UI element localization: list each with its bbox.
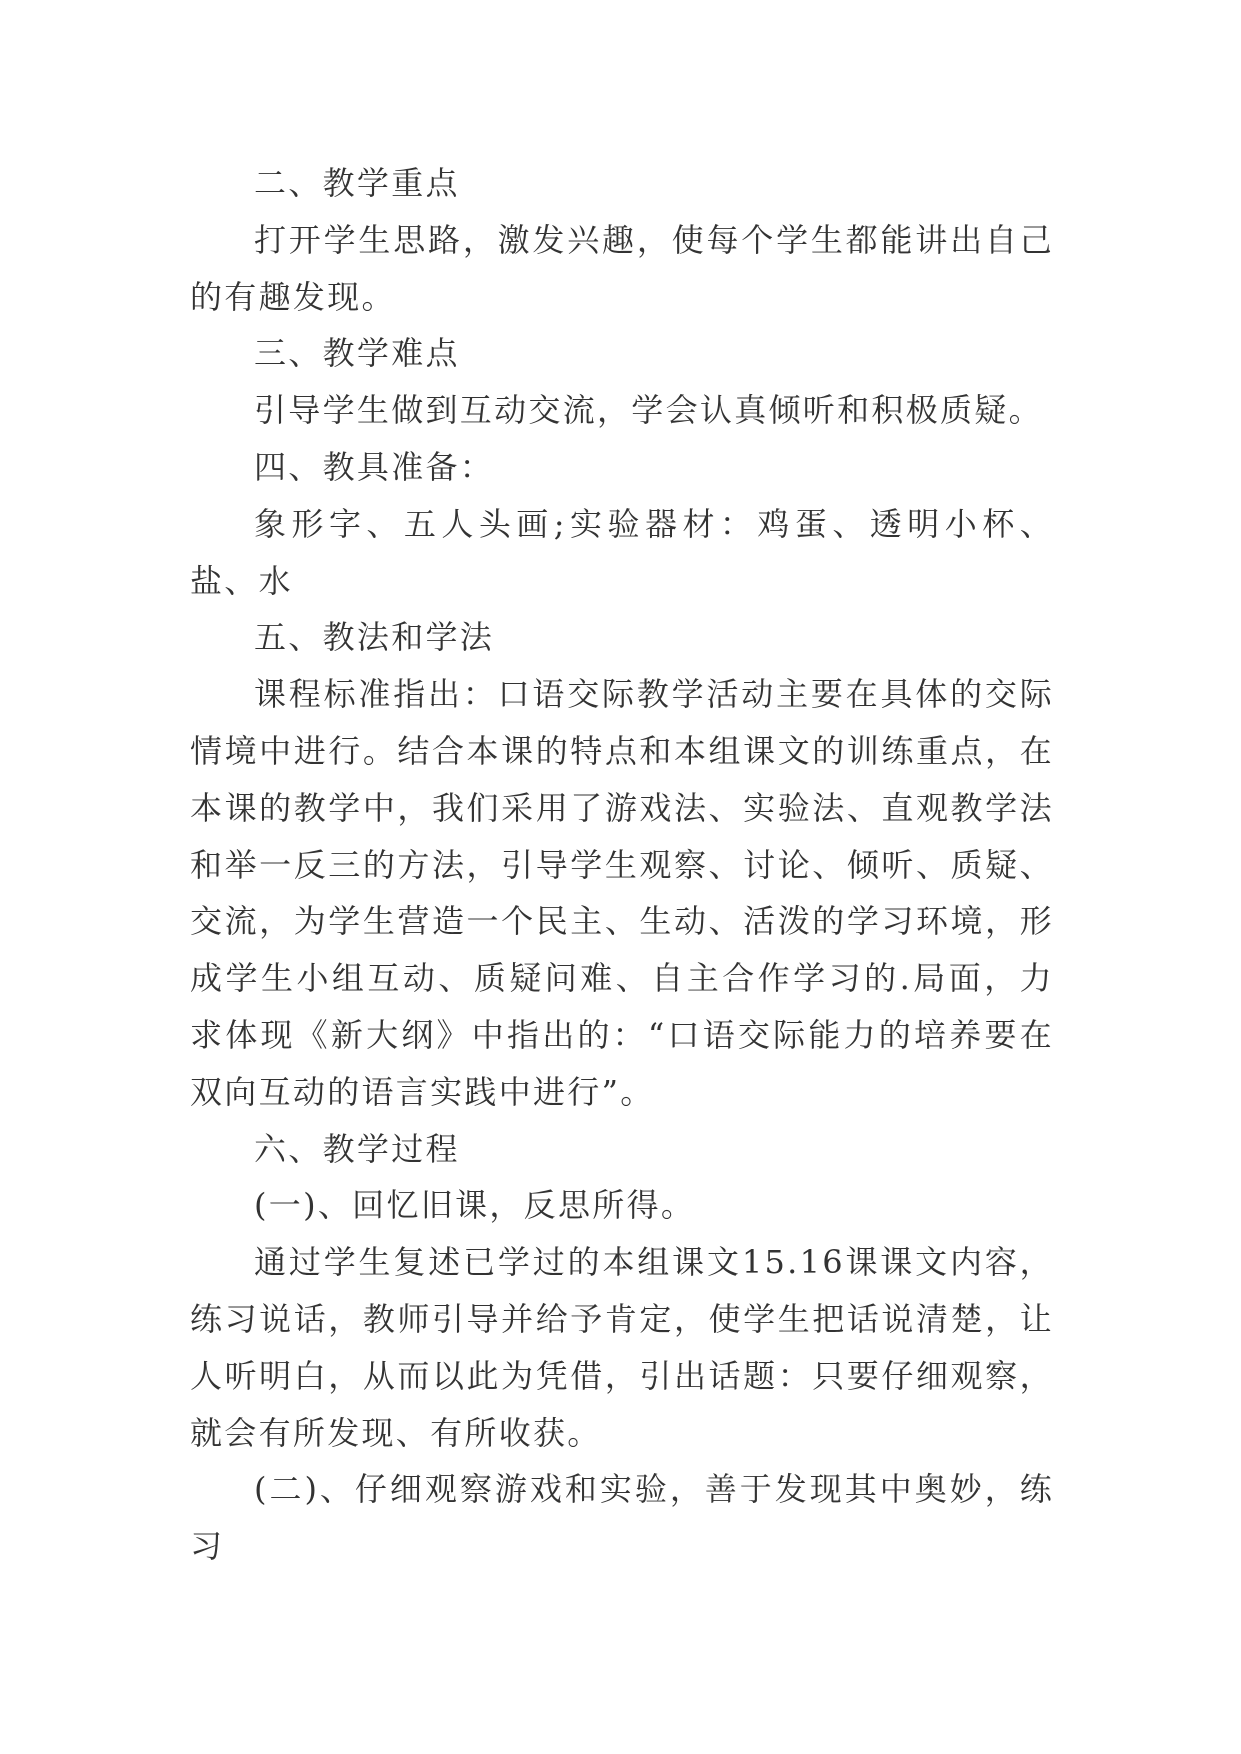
section-heading-materials: 四、教具准备： bbox=[254, 447, 495, 486]
section-heading-teaching-focus: 二、教学重点 bbox=[254, 164, 460, 202]
document-page bbox=[190, 155, 1054, 1575]
paragraph-review: 通过学生复述已学过的本组课文15.16课课文内容，练习说话，教师引导并给予肯定，使学生把话说清楚，让人听明白，从而以此为凭借，引出话题：只要仔细观察，就会有所发现、有所收获。 bbox=[190, 1243, 1054, 1452]
section-heading-methods: 五、教法和学法 bbox=[254, 618, 495, 657]
paragraph-teaching-focus: 打开学生思路，激发兴趣，使每个学生都能讲出自己的有趣发现。 bbox=[190, 220, 1054, 316]
section-heading-teaching-difficulty: 三、教学难点 bbox=[254, 334, 460, 373]
section-heading-process: 六、教学过程 bbox=[254, 1129, 460, 1168]
paragraph-teaching-difficulty: 引导学生做到互动交流，学会认真倾听和积极质疑。 bbox=[254, 391, 1043, 430]
paragraph-observation: (二)、仔细观察游戏和实验，善于发现其中奥妙，练习 bbox=[190, 1470, 1054, 1566]
paragraph-materials: 象形字、五人头画;实验器材：鸡蛋、透明小杯、盐、水 bbox=[190, 504, 1054, 600]
subsection-heading-review: (一)、回忆旧课，反思所得。 bbox=[254, 1186, 696, 1225]
paragraph-methods: 课程标准指出：口语交际教学活动主要在具体的交际情境中进行。结合本课的特点和本组课文的训练重点，在本课的教学中，我们采用了游戏法、实验法、直观教学法和举一反三的方法，引导学生观察、讨论、倾听、质疑、交流，为学生营造一个民主、生动、活泼的学习环境，形成学生小组互动、质疑问难、自主合作学习的.局面，力求体现《新大纲》中指出的：“口语交际能力的培养要在双向互动的语言实践中进行”。 bbox=[190, 675, 1054, 1111]
